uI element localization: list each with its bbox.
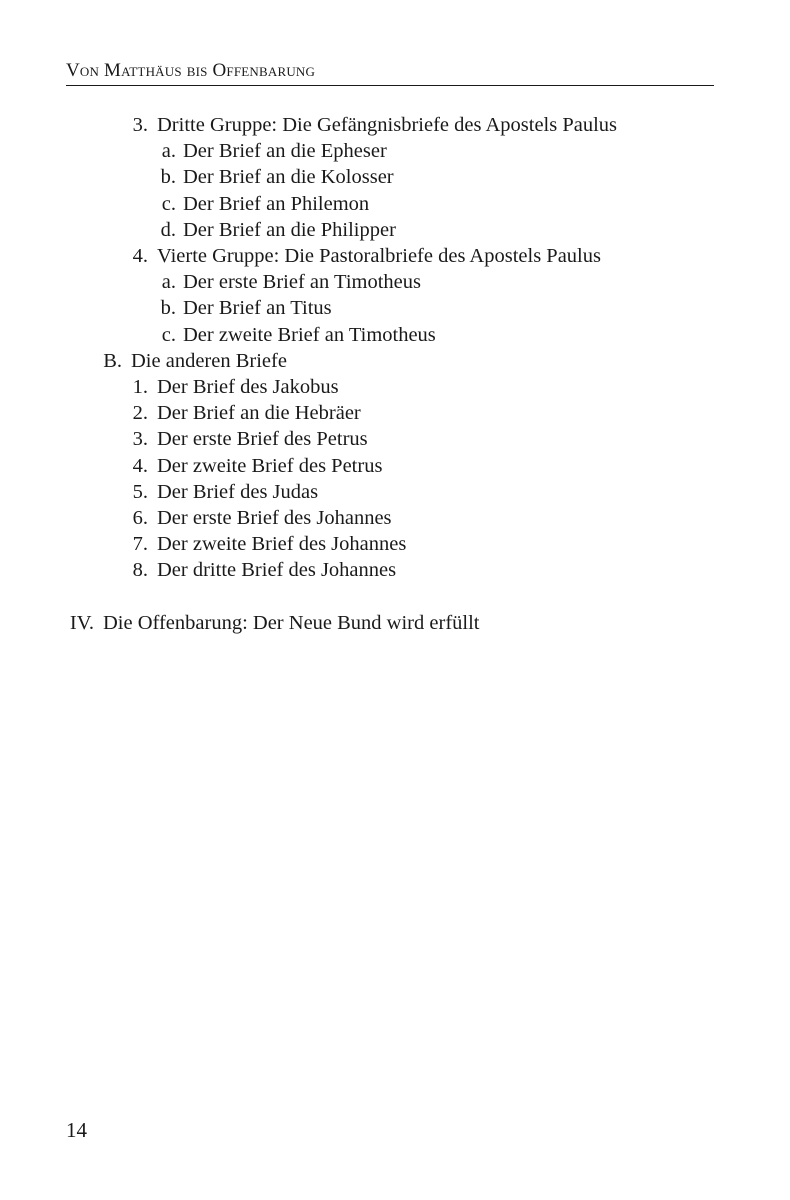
outline-item-number: a. (161, 271, 176, 294)
outline-item-number: B. (103, 349, 122, 372)
outline-item-text: Der erste Brief des Petrus (157, 428, 368, 451)
outline-item-text: Der zweite Brief an Timotheus (183, 323, 436, 346)
outline-item-text: Der Brief des Judas (157, 480, 319, 503)
outline-item-text: Die Offenbarung: Der Neue Bund wird erfüllt (103, 612, 480, 634)
outline-item-number: 3. (132, 114, 148, 136)
outline-item-text: Der erste Brief an Timotheus (183, 271, 421, 294)
outline-item-number: 5. (132, 480, 148, 503)
outline-item-text: Der zweite Brief des Johannes (157, 533, 407, 556)
running-title: Von Matthäus bis Offenbarung (66, 60, 316, 81)
outline-item-number: b. (160, 297, 176, 320)
outline-item-number: 4. (132, 245, 148, 267)
outline-item-text: Dritte Gruppe: Die Gefängnisbriefe des Apostels Paulus (157, 114, 618, 136)
outline-item-text: Die anderen Briefe (131, 349, 287, 372)
outline-item-text: Der Brief an die Epheser (183, 140, 387, 163)
outline-item-number: a. (161, 140, 176, 163)
outline-item-text: Vierte Gruppe: Die Pastoralbriefe des Apostels Paulus (157, 245, 601, 267)
outline-item-text: Der zweite Brief des Petrus (157, 454, 383, 477)
outline-item-number: c. (161, 323, 176, 346)
outline-item-number: c. (161, 192, 176, 215)
page-number: 14 (66, 1118, 87, 1142)
outline-item-number: 7. (132, 533, 148, 556)
outline-item-number: IV. (69, 612, 94, 634)
outline-item-number: 4. (132, 454, 148, 477)
outline-item-number: b. (160, 166, 176, 189)
outline-item-text: Der erste Brief des Johannes (157, 507, 392, 529)
outline-item-text: Der Brief an die Kolosser (183, 166, 394, 189)
outline-item-number: d. (160, 218, 176, 241)
outline-item-number: 3. (132, 428, 148, 451)
running-head (66, 60, 714, 86)
outline-item-text: Der dritte Brief des Johannes (157, 559, 397, 582)
outline-item-text: Der Brief an Philemon (183, 192, 370, 215)
outline-item-number: 8. (132, 559, 148, 582)
outline-item-number: 2. (132, 402, 148, 425)
outline-item-number: 1. (132, 376, 148, 398)
outline-item-number: 6. (132, 507, 148, 529)
outline-item-text: Der Brief an Titus (183, 297, 332, 320)
outline-item-text: Der Brief an die Hebräer (157, 402, 361, 425)
outline-item-text: Der Brief des Jakobus (157, 376, 339, 398)
outline-item-text: Der Brief an die Philipper (183, 218, 396, 241)
